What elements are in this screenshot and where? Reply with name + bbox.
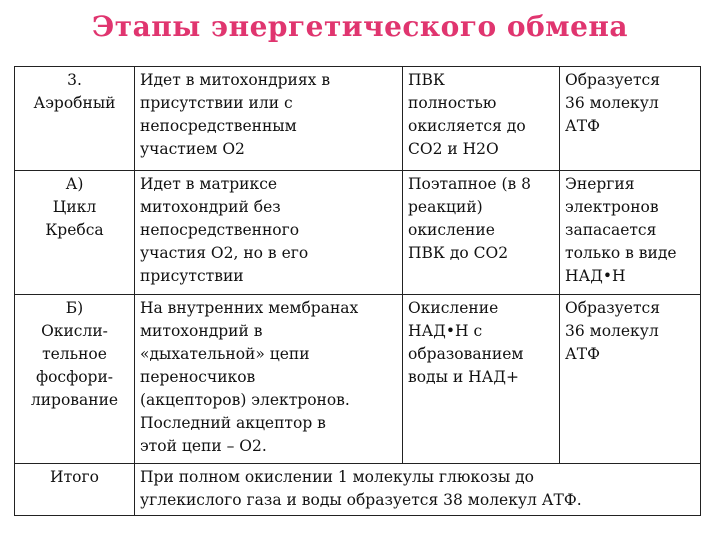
table-row-krebs bbox=[15, 171, 701, 295]
process-cell: Окисление НАД•Н с образованием воды и НАД+ bbox=[403, 295, 560, 464]
stage-cell: Б) Окисли- тельное фосфори- лирование bbox=[15, 295, 135, 464]
result-cell: Энергия электронов запасается только в виде НАД•Н bbox=[560, 171, 701, 295]
result-cell: Образуется 36 молекул АТФ bbox=[560, 295, 701, 464]
energy-stages-table bbox=[14, 66, 701, 516]
page-title: Этапы энергетического обмена bbox=[91, 10, 629, 43]
total-text-cell: При полном окислении 1 молекулы глюкозы до углекислого газа и воды образуется 38 молекул АТФ. bbox=[135, 464, 701, 516]
table-row-aerobic bbox=[15, 67, 701, 171]
stage-cell: 3. Аэробный bbox=[15, 67, 135, 171]
location-cell: Идет в матриксе митохондрий без непосредственного участия О2, но в его присутствии bbox=[135, 171, 403, 295]
table-row-total bbox=[15, 464, 701, 516]
process-cell: ПВК полностью окисляется до СО2 и Н2О bbox=[403, 67, 560, 171]
result-cell: Образуется 36 молекул АТФ bbox=[560, 67, 701, 171]
table-row-oxidative-phosphorylation bbox=[15, 295, 701, 464]
stage-cell: А) Цикл Кребса bbox=[15, 171, 135, 295]
total-label-cell: Итого bbox=[15, 464, 135, 516]
location-cell: Идет в митохондриях в присутствии или с непосредственным участием О2 bbox=[135, 67, 403, 171]
process-cell: Поэтапное (в 8 реакций) окисление ПВК до СО2 bbox=[403, 171, 560, 295]
location-cell: На внутренних мембранах митохондрий в «дыхательной» цепи переносчиков (акцепторов) электронов. Последний акцептор в этой цепи – О2. bbox=[135, 295, 403, 464]
